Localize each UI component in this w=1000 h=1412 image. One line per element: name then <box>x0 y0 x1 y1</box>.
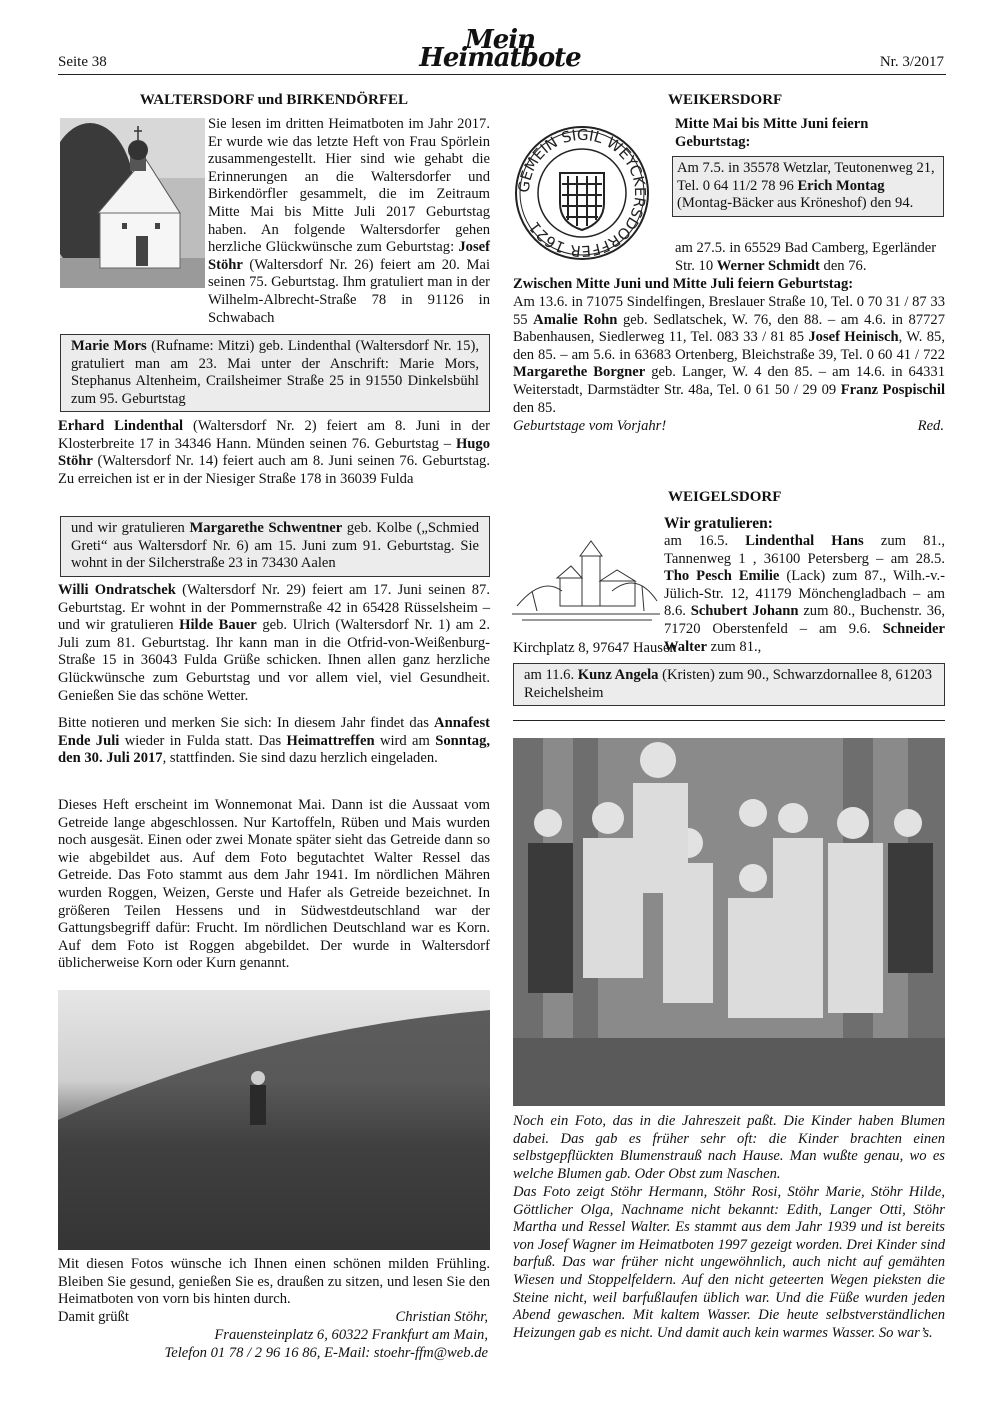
intro-paragraph <box>208 116 490 327</box>
paragraph-weigelsdorf-end: Kirchplatz 8, 97647 Hausen <box>513 640 677 656</box>
person-name: Franz Pospischil <box>840 381 945 398</box>
person-name: Margarethe Schwentner <box>189 520 343 536</box>
text-run: zum 81., <box>706 638 762 655</box>
person-name: Heimattreffen <box>286 732 375 749</box>
text-run: geb. Langer, W. 4 den 85. – am 14.6. in 64331 Weiterstadt, Darmstädter Str. 48a, Tel. 0 61 50 / 29 09 <box>513 364 946 398</box>
header-rule <box>58 74 946 75</box>
text-run: (Kristen) zum 90., Schwarzdornallee 8, 61203 Reichelsheim <box>524 667 933 701</box>
text-run: und wir gratulieren <box>71 520 190 536</box>
person-name: Margarethe Borgner <box>513 364 646 381</box>
person-name: Willi Ondratschek <box>58 582 176 598</box>
person-name: Kunz Angela <box>577 667 659 683</box>
text-run: Am 13.6. in 71075 Sindelfingen, Breslauer Straße 10, Tel. 0 70 31 / 87 33 55 <box>513 294 945 328</box>
paragraph-lindenthal <box>58 418 490 488</box>
text-run: , W. 85, den 85. – am 5.6. in 63683 Ortenberg, Bleichstraße 39, Tel. 0 60 41 / 722 <box>513 329 945 363</box>
weigelsdorf-heading: Wir gratulieren: <box>664 515 773 532</box>
closing-paragraph <box>58 1256 490 1309</box>
birthday-box-schwentner <box>60 516 490 577</box>
paragraph-schmidt <box>675 240 945 275</box>
section-title-weikersdorf: WEIKERSDORF <box>668 92 783 108</box>
paragraph-ondratschek <box>58 582 490 705</box>
person-name: Schubert Johann <box>690 603 799 620</box>
editor-mark: Red. <box>917 418 944 434</box>
person-name: Josef Heinisch <box>808 329 899 346</box>
weikersdorf-heading-mai-juni: Mitte Mai bis Mitte Juni feiern Geburtstag: <box>675 116 869 150</box>
paragraph-juni-juli <box>513 294 945 417</box>
text-run: den 85. <box>513 399 556 416</box>
person-name: Marie Mors <box>71 338 147 354</box>
person-name: Schneider Walter <box>664 620 945 655</box>
svg-text:GEMEIN SIGIL WEYCKERSDORFFER 1 <box>515 126 649 260</box>
church-photo <box>60 118 205 288</box>
text-run: wird am <box>374 732 436 749</box>
weikersdorf-heading-juni-juli: Zwischen Mitte Juni und Mitte Juli feiern Geburtstag: <box>513 276 854 292</box>
birthday-box-marie-mors <box>60 334 490 412</box>
text-run: , stattfinden. Sie sind dazu herzlich eingeladen. <box>162 750 438 767</box>
text-run: Sie lesen im dritten Heimatboten im Jahr 2017. Er wurde wie das letzte Heft von Frau Spörlein zusammengestellt. Hier sind wie gehabt die Erinnerungen an die Waltersdorfer und Birkendörfler gesammelt, die im Zeitraum Mitte Mai bis Mitte Juli 2017 Geburtstag haben. An folgende Waltersdorfer gehen herzliche Glückwünsche zum Geburtstag: <box>208 116 490 256</box>
person-name: Lindenthal Hans <box>745 533 864 549</box>
text-run: geb. Kolbe („Schmied Greti“ aus Waltersdorf Nr. 6) am 15. Juni zum 91. Geburtstag. Sie wohnt in der Silcherstraße 23 in 73430 Aalen <box>71 520 479 572</box>
text-run: zum 81., Tannenweg 1 , 36100 Petersberg – am 28.5. <box>664 533 945 567</box>
text-run: (Waltersdorf Nr. 14) feiert auch am 8. Juni seinen 76. Geburtstag. Zu erreichen ist er in der Niesiger Straße 178 in 36039 Fulda <box>58 453 490 487</box>
person-name: Erich Montag <box>797 177 885 194</box>
person-name: Sonntag, den 30. Juli 2017 <box>58 732 491 767</box>
person-name: Amalie Rohn <box>533 311 618 328</box>
text-run: wieder in Fulda statt. Das <box>119 732 287 749</box>
sign-greeting: Damit grüßt <box>58 1309 129 1325</box>
paragraph-weigelsdorf <box>664 533 945 656</box>
village-seal <box>512 118 652 268</box>
text-run: am 16.5. <box>664 533 746 549</box>
section-rule <box>513 720 945 721</box>
text-run: den 76. <box>819 257 867 274</box>
photo-caption: Noch ein Foto, das in die Jahreszeit paßt. Die Kinder haben Blumen dabei. Das gab es früher sehr oft: die Kinder brachten einen selbstgepflückten Blumenstrauß nach Hause. Man wußte genau, wo es welche Blumen gab. Oder Obst zum Naschen. <box>513 1113 945 1182</box>
text-run: (Rufname: Mitzi) geb. Lindenthal (Waltersdorf Nr. 15), gratuliert man am 23. Mai unter der Anschrift: Marie Mors, Stephanus Altenheim, Crailsheimer Straße 25 in 91550 Dinkelsbühl zum 95. Geburtstag <box>71 338 479 407</box>
text-run: am 27.5. in 65529 Bad Camberg, Egerländer Str. 10 <box>675 240 937 274</box>
rye-field-photo <box>58 990 490 1250</box>
text-run: (Waltersdorf Nr. 2) feiert am 8. Juni in der Klosterbreite 17 in 34346 Hann. Münden seinen 76. Geburtstag – <box>58 418 490 452</box>
page-number: Seite 38 <box>58 54 107 70</box>
note-vorjahr: Geburtstage vom Vorjahr! <box>513 418 667 434</box>
masthead-logo <box>395 25 605 73</box>
logo-text: Mein Heimatbote <box>419 25 581 73</box>
person-name: Werner Schmidt <box>716 257 820 274</box>
sign-address: Frauensteinplatz 6, 60322 Frankfurt am Main, <box>214 1327 488 1343</box>
text-run: Mit diesen Fotos wünsche ich Ihnen einen schönen milden Frühling. Bleiben Sie gesund, genießen Sie es, draußen zu sitzen, und lesen Sie den Heimatboten von vorn bis hinten durch. <box>58 1256 490 1308</box>
person-name: Tho Pesch Emilie <box>664 568 780 585</box>
text-run: geb. Ulrich (Waltersdorf Nr. 1) am 2. Juli zum 81. Geburtstag. Ihr kann man in die Otfrid-von-Weißenburg-Straße 15 in 36043 Fulda Grüße schicken. Ihnen allen ganz herzliche Glückwünsche zum Geburtstag und vor allem viel, viel Gesundheit. Genießen Sie das schöne Wetter. <box>58 617 490 704</box>
text-run: (Montag-Bäcker aus Kröneshof) den 94. <box>677 195 914 212</box>
section-title-weigelsdorf: WEIGELSDORF <box>668 489 782 505</box>
text-run: Bitte notieren und merken Sie sich: In diesem Jahr findet das <box>58 715 435 731</box>
sign-name: Christian Stöhr, <box>395 1309 488 1325</box>
text-run: (Waltersdorf Nr. 29) feiert am 17. Juni seinen 87. Geburtstag. Er wohnt in der Pommernstraße 42 in 65428 Rüsselsheim – und wir gratulieren <box>58 582 490 634</box>
sign-contact: Telefon 01 78 / 2 96 16 86, E-Mail: stoehr-ffm@web.de <box>164 1345 488 1361</box>
person-name: Annafest Ende Juli <box>58 715 490 749</box>
person-name: Hilde Bauer <box>179 617 257 634</box>
children-group-photo <box>513 738 945 1106</box>
person-name: Hugo Stöhr <box>58 435 490 470</box>
paragraph-getreide <box>58 797 490 973</box>
text-run: (Lack) zum 87., Wilh.-v.-Jülich-Str. 12, 41179 Mönchengladbach – am 8.6. <box>664 568 945 620</box>
church-sketch <box>512 536 660 626</box>
seal-inscription: GEMEIN SIGIL WEYCKERSDORFFER 1621 <box>514 125 650 261</box>
paragraph-annafest <box>58 715 490 768</box>
section-title-waltersdorf: WALTERSDORF und BIRKENDÖRFEL <box>139 92 409 108</box>
text-run: am 11.6. <box>524 667 578 683</box>
text-run: geb. Sedlatschek, W. 76, den 88. – am 4.6. in 87727 Babenhausen, Siedlerweg 11, Tel. 083 33 / 81 85 <box>513 311 946 346</box>
person-name: Josef Stöhr <box>208 239 490 273</box>
photo-caption-details: Das Foto zeigt Stöhr Hermann, Stöhr Rosi, Stöhr Marie, Stöhr Hilde, Göttlicher Olga, Nachname nicht bekannt: Edith, Langer Otti, Stöhr Martha und Ressel Walter. Es stammt aus dem Jahr 1939 und ist bereits von Josef Wagner im Heimatboten 1997 gezeigt worden. Drei Kinder sind barfuß. Das war früher nicht ungewöhnlich, auch nicht auf gemähten Wiesen und Stoppelfeldern. Auf den nicht geteerten Wegen pieksten die Steine nicht, weil barfußlaufen üblich war. Und die Füße wurden jeden Abend gewaschen. Mit kaltem Wasser. Die heute selbstverständlichen Heizungen gab es nicht. Und damit auch kein warmes Wasser. So war’s. <box>513 1184 945 1341</box>
text-run: Am 7.5. in 35578 Wetzlar, Teutonenweg 21, Tel. 0 64 11/2 78 96 <box>677 160 935 194</box>
text-run: zum 80., Buchenstr. 36, 71720 Oberstenfeld – am 9.6. <box>664 603 945 637</box>
person-name: Erhard Lindenthal <box>58 418 184 434</box>
birthday-box-montag <box>672 156 944 217</box>
text-run: Dieses Heft erscheint im Wonnemonat Mai. Dann ist die Aussaat vom Getreide lange abgeschlossen. Nur Kartoffeln, Rüben und Mais wurden noch ausgesät. Einen oder zwei Monate später sieht das Getreide dann so wie abgebildet aus. Auf dem Foto begutachtet Walter Ressel das Getreide. Das Foto stammt aus dem Jahr 1941. Im nördlichen Mähren wurden Roggen, Weizen, Gerste und Hafer als Getreide bezeichnet. In größeren Teilen Hessens und in Südwestdeutschland war der Gattungsbegriff dafür: Frucht. Im nördlichen Deutschland war es Korn. Auf dem Foto ist Roggen abgebildet. Der wurde in Waltersdorf üblicherweise Korn oder Kurn genannt. <box>58 797 490 972</box>
text-run: (Waltersdorf Nr. 26) feiert am 20. Mai seinen 75. Geburtstag. Ihm gratuliert man in der Wilhelm-Albrecht-Straße 78 in 91126 in Schwabach <box>208 256 490 326</box>
birthday-box-kunz <box>513 663 945 706</box>
issue-number: Nr. 3/2017 <box>879 54 944 70</box>
